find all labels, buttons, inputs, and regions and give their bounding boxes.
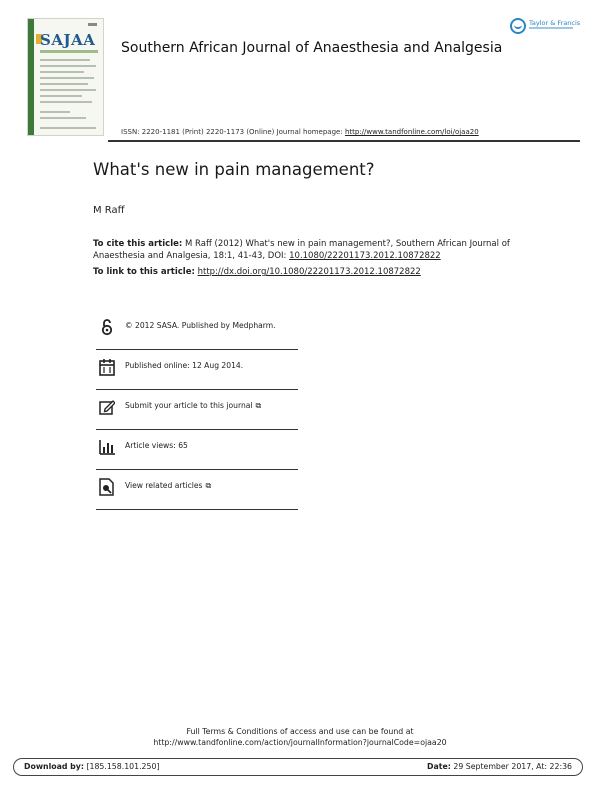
journal-homepage-link[interactable]: http://www.tandfonline.com/loi/ojaa20 (344, 128, 479, 136)
journal-title: Southern African Journal of Anaesthesia and Analgesia (121, 40, 503, 56)
info-item-submit[interactable] (96, 390, 298, 430)
cover-text-line (40, 83, 88, 85)
calendar-icon (99, 358, 115, 376)
link-label: To link to this article: (93, 267, 195, 277)
cover-text-line (40, 117, 86, 119)
cover-text-line (40, 71, 84, 73)
cover-text-line (40, 65, 96, 67)
info-item-views (96, 430, 298, 470)
related-articles-link[interactable] (125, 481, 211, 491)
cover-text-line (40, 77, 94, 79)
cover-stripe (28, 19, 34, 135)
info-item-label: Submit your article to this journal (125, 401, 253, 410)
cover-title: SAJAA (40, 31, 96, 49)
date-label: Date: (427, 762, 451, 771)
info-item-related[interactable] (96, 470, 298, 510)
article-title: What's new in pain management? (93, 160, 375, 179)
downloaded-by (24, 762, 159, 771)
external-link-icon: ⧉ (205, 481, 212, 490)
cover-text-line (40, 127, 96, 129)
external-link-icon: ⧉ (255, 401, 262, 410)
info-item-copyright (96, 310, 298, 350)
publisher-logo[interactable] (510, 17, 582, 37)
info-item-label: © 2012 SASA. Published by Medpharm. (125, 321, 276, 330)
cover-corner-mark (88, 23, 97, 26)
doi-link[interactable]: 10.1080/22201173.2012.10872822 (289, 251, 441, 261)
info-item-label: Article views: 65 (125, 441, 188, 450)
bar-chart-icon (99, 438, 115, 456)
publisher-name: Taylor & Francis (529, 19, 581, 27)
info-item-published (96, 350, 298, 390)
citation-block (93, 238, 563, 262)
cover-text-line (40, 95, 82, 97)
edit-icon (99, 398, 115, 416)
download-date (427, 762, 572, 771)
downloaded-by-label: Download by: (24, 762, 84, 771)
info-item-label: Published online: 12 Aug 2014. (125, 361, 244, 370)
issn-text: ISSN: 2220-1181 (Print) 2220-1173 (Online) Journal homepage: (121, 128, 343, 136)
downloaded-by-value: [185.158.101.250] (86, 762, 160, 771)
terms-url-link[interactable]: http://www.tandfonline.com/action/journalInformation?journalCode=ojaa20 (153, 738, 447, 747)
article-link-line (93, 267, 421, 277)
terms-line: Full Terms & Conditions of access and use can be found at (186, 727, 414, 736)
terms-notice (0, 726, 600, 748)
header-divider (108, 140, 580, 142)
open-access-icon (99, 318, 115, 336)
publisher-tagline-bar (529, 27, 573, 29)
journal-cover-image (27, 18, 104, 136)
cover-text-line (40, 111, 70, 113)
cover-subtitle-bar (40, 50, 98, 53)
cover-text-line (40, 59, 90, 61)
download-info-bar (13, 758, 583, 776)
issn-line (121, 128, 479, 136)
article-info-list (96, 310, 298, 510)
cover-text-line (40, 89, 96, 91)
date-value: 29 September 2017, At: 22:36 (453, 762, 572, 771)
article-url-link[interactable]: http://dx.doi.org/10.1080/22201173.2012.10872822 (197, 267, 421, 277)
article-author: M Raff (93, 205, 125, 216)
cover-text-line (40, 101, 92, 103)
cite-text: M Raff (2012) What's new in pain management?, Southern African Journal of Anaesthesia and Analgesia, 18:1, 41-43, DOI: (93, 239, 510, 261)
cite-label: To cite this article: (93, 239, 183, 249)
submit-article-link[interactable] (125, 401, 261, 411)
info-item-label: View related articles (125, 481, 203, 490)
document-search-icon (99, 478, 115, 496)
